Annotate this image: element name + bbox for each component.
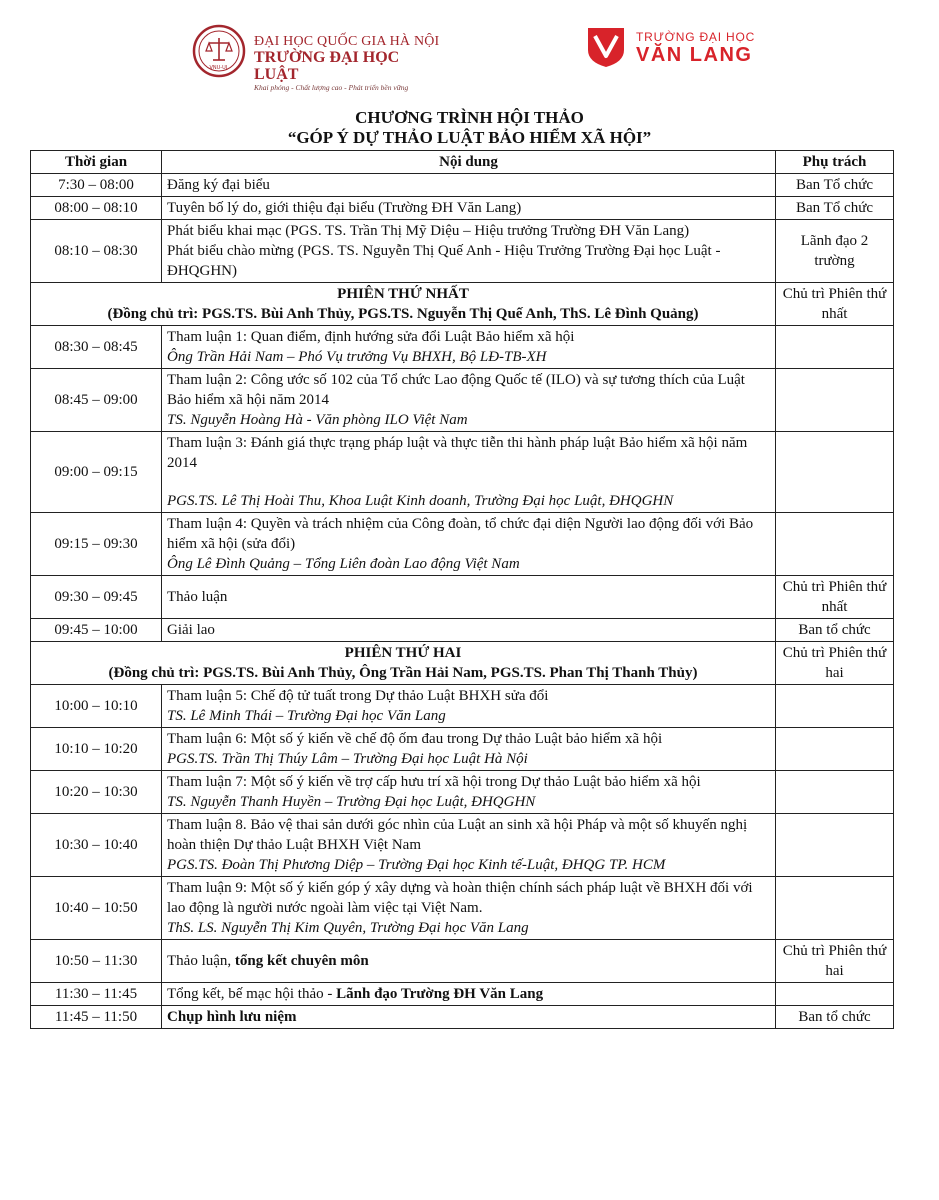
session-title: PHIÊN THỨ HAI	[344, 645, 462, 661]
table-row	[31, 685, 894, 728]
responsible-cell: Chủ trì Phiên thứ nhất	[776, 576, 894, 619]
content-text	[167, 878, 770, 918]
table-row	[31, 1006, 894, 1029]
content-text	[167, 433, 770, 473]
content-cell	[162, 940, 776, 983]
time-cell: 10:10 – 10:20	[31, 728, 162, 771]
content-cell	[162, 197, 776, 220]
content-text	[167, 951, 770, 971]
time-cell: 10:40 – 10:50	[31, 877, 162, 940]
agenda-table	[30, 150, 894, 1029]
content-plain: Tham luận 1: Quan điểm, định hướng sửa đổi Luật Bảo hiểm xã hội	[167, 329, 575, 345]
content-plain: Đăng ký đại biểu	[167, 177, 270, 193]
speaker-text: PGS.TS. Trần Thị Thúy Lâm – Trường Đại học Luật Hà Nội	[167, 751, 528, 767]
content-bold: Lãnh đạo Trường ĐH Văn Lang	[336, 986, 544, 1002]
speaker-text: TS. Lê Minh Thái – Trường Đại học Văn Lang	[167, 708, 446, 724]
content-cell	[162, 174, 776, 197]
content-plain: Tổng kết, bế mạc hội thảo -	[167, 986, 337, 1002]
responsible-cell	[776, 685, 894, 728]
content-text	[167, 815, 770, 855]
responsible-cell	[776, 432, 894, 513]
session-title: PHIÊN THỨ NHẤT	[337, 286, 469, 302]
content-text	[167, 175, 770, 195]
vnu-name: ĐẠI HỌC QUỐC GIA HÀ NỘI	[254, 34, 440, 49]
seal-text: VNU-UL	[209, 65, 229, 71]
session-title-cell	[31, 283, 776, 326]
content-plain: Tham luận 5: Chế độ tử tuất trong Dự thảo Luật BHXH sửa đổi	[167, 688, 549, 704]
content-cell	[162, 220, 776, 283]
title-line1: CHƯƠNG TRÌNH HỘI THẢO	[355, 108, 584, 127]
table-row	[31, 877, 894, 940]
time-cell: 09:30 – 09:45	[31, 576, 162, 619]
content-cell	[162, 771, 776, 814]
law-school-name: TRƯỜNG ĐẠI HỌC LUẬT	[254, 49, 400, 83]
responsible-cell: Chủ trì Phiên thứ nhất	[776, 283, 894, 326]
responsible-cell	[776, 326, 894, 369]
content-cell	[162, 619, 776, 642]
table-row	[31, 619, 894, 642]
content-plain: Tham luận 2: Công ước số 102 của Tổ chức Lao động Quốc tế (ILO) và sự tương thích của Luật Bảo hiểm xã hội năm 2014	[167, 372, 745, 408]
content-text	[167, 984, 770, 1004]
time-cell: 10:50 – 11:30	[31, 940, 162, 983]
speaker-text: ThS. LS. Nguyễn Thị Kim Quyên, Trường Đại học Văn Lang	[167, 920, 529, 936]
time-cell: 08:00 – 08:10	[31, 197, 162, 220]
table-row	[31, 197, 894, 220]
table-row	[31, 728, 894, 771]
responsible-cell: Ban tổ chức	[776, 619, 894, 642]
header-time: Thời gian	[31, 151, 162, 174]
session-chairs: (Đồng chủ trì: PGS.TS. Bùi Anh Thủy, PGS.TS. Nguyễn Thị Quế Anh, ThS. Lê Đình Quảng)	[107, 306, 699, 322]
content-plain: Tham luận 8. Bảo vệ thai sản dưới góc nhìn của Luật an sinh xã hội Pháp và một số khuyến nghị hoàn thiện Dự thảo Luật BHXH Việt Nam	[167, 817, 748, 853]
content-text	[167, 221, 770, 241]
spacer	[167, 473, 770, 491]
responsible-cell: Ban Tổ chức	[776, 197, 894, 220]
law-school-motto: Khai phóng - Chất lượng cao - Phát triển bền vững	[254, 83, 409, 92]
content-plain: Thảo luận	[167, 589, 228, 605]
content-cell	[162, 369, 776, 432]
table-row	[31, 940, 894, 983]
content-cell	[162, 513, 776, 576]
session-chairs: (Đồng chủ trì: PGS.TS. Bùi Anh Thủy, Ông Trần Hải Nam, PGS.TS. Phan Thị Thanh Thủy)	[108, 665, 698, 681]
responsible-cell: Ban tổ chức	[776, 1006, 894, 1029]
table-row	[31, 174, 894, 197]
law-school-seal-icon	[192, 24, 246, 78]
content-plain: Tham luận 3: Đánh giá thực trạng pháp luật và thực tiễn thi hành pháp luật Bảo hiểm xã hội năm 2014	[167, 435, 748, 471]
university-of-law-logo	[192, 24, 442, 92]
page-title	[0, 108, 939, 148]
content-plain: Tham luận 7: Một số ý kiến về trợ cấp hưu trí xã hội trong Dự thảo Luật bảo hiểm xã hội	[167, 774, 701, 790]
speaker-text: PGS.TS. Lê Thị Hoài Thu, Khoa Luật Kinh doanh, Trường Đại học Luật, ĐHQGHN	[167, 493, 674, 509]
responsible-cell: Chủ trì Phiên thứ hai	[776, 940, 894, 983]
content-plain: Tham luận 9: Một số ý kiến góp ý xây dựng và hoàn thiện chính sách pháp luật về BHXH đối với lao động là người nước ngoài làm việc tại Việt Nam.	[167, 880, 753, 916]
responsible-cell	[776, 369, 894, 432]
table-row	[31, 326, 894, 369]
responsible-cell	[776, 771, 894, 814]
content-text	[167, 772, 770, 792]
responsible-cell	[776, 728, 894, 771]
content-text	[167, 327, 770, 347]
content-cell	[162, 326, 776, 369]
time-cell: 08:10 – 08:30	[31, 220, 162, 283]
content-text	[167, 1007, 770, 1027]
responsible-cell: Lãnh đạo 2 trường	[776, 220, 894, 283]
speaker-text: Ông Lê Đình Quảng – Tổng Liên đoàn Lao động Việt Nam	[167, 556, 520, 572]
responsible-cell	[776, 983, 894, 1006]
time-cell: 10:30 – 10:40	[31, 814, 162, 877]
time-cell: 08:30 – 08:45	[31, 326, 162, 369]
responsible-cell	[776, 513, 894, 576]
table-row	[31, 771, 894, 814]
table-header-row	[31, 151, 894, 174]
header-responsible: Phụ trách	[776, 151, 894, 174]
table-row	[31, 983, 894, 1006]
table-row	[31, 220, 894, 283]
responsible-cell	[776, 877, 894, 940]
van-lang-line2: VĂN LANG	[636, 44, 753, 66]
content-text	[167, 686, 770, 706]
speaker-text: PGS.TS. Đoàn Thị Phương Diệp – Trường Đại học Kinh tế-Luật, ĐHQG TP. HCM	[167, 857, 666, 873]
content-cell	[162, 877, 776, 940]
time-cell: 11:45 – 11:50	[31, 1006, 162, 1029]
van-lang-emblem-icon	[586, 24, 626, 68]
content-cell	[162, 685, 776, 728]
time-cell: 7:30 – 08:00	[31, 174, 162, 197]
content-plain: Giải lao	[167, 622, 215, 638]
time-cell: 10:20 – 10:30	[31, 771, 162, 814]
content-text	[167, 729, 770, 749]
speaker-text: TS. Nguyễn Thanh Huyền – Trường Đại học Luật, ĐHQGHN	[167, 794, 536, 810]
time-cell: 09:00 – 09:15	[31, 432, 162, 513]
table-row	[31, 513, 894, 576]
table-row	[31, 814, 894, 877]
time-cell: 10:00 – 10:10	[31, 685, 162, 728]
content-plain: Phát biểu khai mạc (PGS. TS. Trần Thị Mỹ Diệu – Hiệu trưởng Trường ĐH Văn Lang)	[167, 223, 690, 239]
responsible-cell: Chủ trì Phiên thứ hai	[776, 642, 894, 685]
speaker-text: TS. Nguyễn Hoàng Hà - Văn phòng ILO Việt Nam	[167, 412, 468, 428]
content-text	[167, 198, 770, 218]
session-header-row	[31, 642, 894, 685]
content-plain: Thảo luận,	[167, 953, 235, 969]
content-cell	[162, 983, 776, 1006]
content-plain: Tham luận 4: Quyền và trách nhiệm của Công đoàn, tổ chức đại diện Người lao động đối với Bảo hiểm xã hội (sửa đổi)	[167, 516, 754, 552]
page-header	[0, 0, 939, 100]
content-bold: tổng kết chuyên môn	[234, 953, 369, 969]
agenda-body	[31, 174, 894, 1029]
time-cell: 09:15 – 09:30	[31, 513, 162, 576]
title-line2: “GÓP Ý DỰ THẢO LUẬT BẢO HIỂM XÃ HỘI”	[287, 128, 652, 147]
content-text	[167, 370, 770, 410]
table-row	[31, 432, 894, 513]
header-content: Nội dung	[162, 151, 776, 174]
content-bold: Chụp hình lưu niệm	[167, 1009, 297, 1025]
responsible-cell: Ban Tổ chức	[776, 174, 894, 197]
table-row	[31, 576, 894, 619]
content-cell	[162, 576, 776, 619]
session-title-cell	[31, 642, 776, 685]
time-cell: 11:30 – 11:45	[31, 983, 162, 1006]
content-cell	[162, 1006, 776, 1029]
content-text	[167, 587, 770, 607]
content-plain: Tham luận 6: Một số ý kiến về chế độ ốm đau trong Dự thảo Luật bảo hiểm xã hội	[167, 731, 663, 747]
content-text	[167, 620, 770, 640]
content-cell	[162, 728, 776, 771]
speaker-text: Ông Trần Hải Nam – Phó Vụ trưởng Vụ BHXH, Bộ LĐ-TB-XH	[167, 349, 547, 365]
session-header-row	[31, 283, 894, 326]
time-cell: 09:45 – 10:00	[31, 619, 162, 642]
content-text	[167, 514, 770, 554]
content-cell	[162, 432, 776, 513]
content-plain: Tuyên bố lý do, giới thiệu đại biểu (Trường ĐH Văn Lang)	[167, 200, 522, 216]
table-row	[31, 369, 894, 432]
content-cell	[162, 814, 776, 877]
time-cell: 08:45 – 09:00	[31, 369, 162, 432]
van-lang-logo	[586, 24, 786, 74]
responsible-cell	[776, 814, 894, 877]
van-lang-line1: TRƯỜNG ĐẠI HỌC	[636, 30, 756, 44]
content-text-2: Phát biểu chào mừng (PGS. TS. Nguyễn Thị Quế Anh - Hiệu Trưởng Trường Đại học Luật - ĐHQGHN)	[167, 243, 721, 279]
